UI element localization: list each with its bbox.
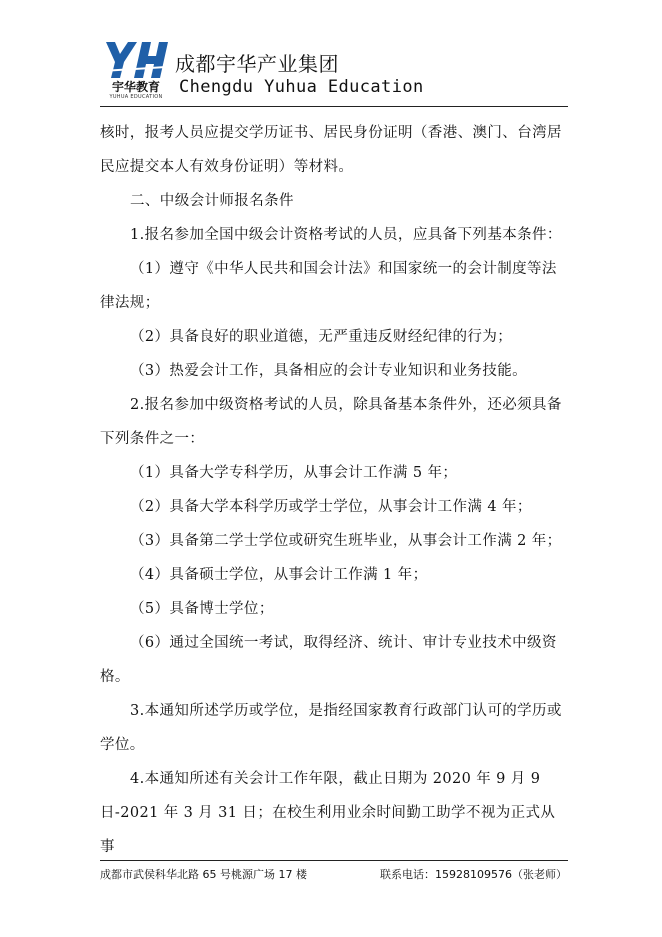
condition-2-intro: 2.报名参加中级资格考试的人员，除具备基本条件外，还必须具备下列条件之一： bbox=[100, 397, 562, 447]
footer-contact: 联系电话：15928109576（张老师） bbox=[380, 868, 567, 881]
condition-1-intro: 1.报名参加全国中级会计资格考试的人员，应具备下列基本条件： bbox=[130, 227, 562, 243]
condition-1-item-3: （3）热爱会计工作，具备相应的会计专业知识和业务技能。 bbox=[130, 363, 528, 379]
condition-2-item-4: （4）具备硕士学位，从事会计工作满 1 年； bbox=[130, 567, 428, 583]
condition-2-item-2: （2）具备大学本科学历或学士学位，从事会计工作满 4 年； bbox=[130, 499, 532, 515]
company-name-chinese: 成都宇华产业集团 bbox=[175, 52, 339, 76]
condition-2-item-6: （6）通过全国统一考试，取得经济、统计、审计专业技术中级资格。 bbox=[100, 635, 557, 685]
logo-chinese-text: 宇华教育 bbox=[111, 80, 160, 94]
paragraph-continuation: 核时，报考人员应提交学历证书、居民身份证明（香港、澳门、台湾居民应提交本人有效身份证明）等材料。 bbox=[100, 125, 562, 175]
document-body bbox=[100, 116, 565, 864]
yh-logo-mark-icon bbox=[100, 40, 170, 80]
condition-4: 4.本通知所述有关会计工作年限，截止日期为 2020 年 9 月 9 日-2021 年 3 月 31 日；在校生利用业余时间勤工助学不视为正式从事 bbox=[100, 771, 556, 855]
footer-address: 成都市武侯科华北路 65 号桃源广场 17 楼 bbox=[100, 868, 307, 881]
condition-2-item-5: （5）具备博士学位； bbox=[130, 601, 274, 617]
section-heading: 二、中级会计师报名条件 bbox=[130, 193, 294, 209]
condition-1-item-1: （1）遵守《中华人民共和国会计法》和国家统一的会计制度等法律法规； bbox=[100, 261, 557, 311]
logo-english-text: YUHUA EDUCATION bbox=[109, 94, 163, 100]
condition-3: 3.本通知所述学历或学位，是指经国家教育行政部门认可的学历或学位。 bbox=[100, 703, 562, 753]
header-divider bbox=[100, 106, 568, 107]
condition-2-item-1: （1）具备大学专科学历，从事会计工作满 5 年； bbox=[130, 465, 458, 481]
footer-divider bbox=[100, 860, 568, 861]
page-header bbox=[100, 40, 570, 102]
condition-2-item-3: （3）具备第二学士学位或研究生班毕业，从事会计工作满 2 年； bbox=[130, 533, 562, 549]
condition-1-item-2: （2）具备良好的职业道德，无严重违反财经纪律的行为； bbox=[130, 329, 513, 345]
yuhua-logo bbox=[100, 40, 170, 102]
company-name-english: Chengdu Yuhua Education bbox=[179, 77, 424, 97]
